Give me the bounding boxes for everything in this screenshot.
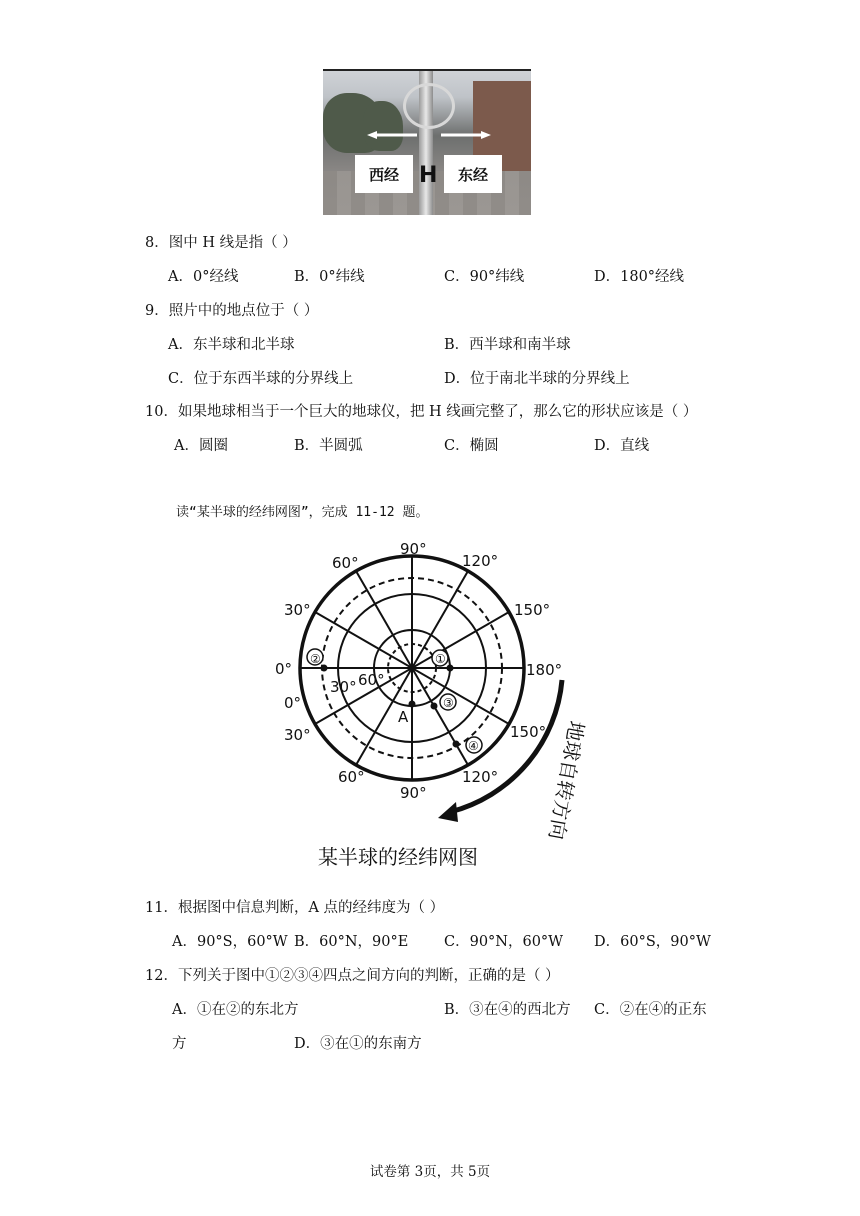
q11-option-a: A．90°S，60°W — [172, 934, 288, 950]
longitude-label-bottom-left: 60° — [338, 768, 365, 786]
q12-option-c: C．②在④的正东 — [594, 1002, 707, 1018]
longitude-label-lower-right: 150° — [510, 723, 547, 741]
rotation-arrowhead-icon — [438, 802, 458, 822]
point-4-label: ④ — [468, 739, 479, 753]
q12-option-c-wrap: 方 — [172, 1036, 187, 1052]
point-3-label: ③ — [443, 696, 454, 710]
point-a-label: A — [398, 708, 409, 726]
question-12-stem: 12．下列关于图中①②③④四点之间方向的判断，正确的是（ ） — [145, 968, 560, 984]
east-longitude-label: 东经 — [444, 155, 502, 193]
q9-option-c: C．位于东西半球的分界线上 — [168, 371, 354, 387]
point-a-dot — [409, 701, 416, 708]
q10-option-d: D．直线 — [594, 438, 650, 454]
photo-tree — [363, 101, 403, 151]
page-footer: 试卷第 3页，共 5页 — [369, 1164, 491, 1180]
longitude-label-upper-right: 150° — [514, 601, 551, 619]
q11-option-c: C．90°N，60°W — [444, 934, 564, 950]
q8-option-d: D．180°经线 — [594, 269, 685, 285]
photo-meridian-marker — [323, 69, 531, 215]
hemisphere-graticule-map — [270, 530, 610, 880]
q10-option-b: B．半圆弧 — [294, 438, 363, 454]
q9-option-a: A．东半球和北半球 — [168, 337, 295, 353]
longitude-label-top-right: 120° — [462, 552, 499, 570]
q9-option-d: D．位于南北半球的分界线上 — [444, 371, 630, 387]
q10-option-a: A．圆圈 — [174, 438, 228, 454]
q12-option-b: B．③在④的西北方 — [444, 1002, 571, 1018]
q9-option-b: B．西半球和南半球 — [444, 337, 571, 353]
longitude-label-right: 180° — [526, 661, 563, 679]
q12-option-a: A．①在②的东北方 — [172, 1002, 299, 1018]
longitude-label-bottom-right: 120° — [462, 768, 499, 786]
rotation-direction-label: 地球自转方向 — [544, 719, 589, 842]
map-title: 某半球的经纬网图 — [318, 845, 478, 869]
q8-option-b: B．0°纬线 — [294, 269, 365, 285]
question-9-stem: 9．照片中的地点位于（ ） — [145, 303, 319, 319]
q8-option-c: C．90°纬线 — [444, 269, 525, 285]
point-2-label: ② — [310, 652, 321, 666]
q11-option-b: B．60°N，90°E — [294, 934, 409, 950]
section-instruction: 读“某半球的经纬网图”，完成 11-12 题。 — [176, 505, 429, 520]
question-10-stem: 10．如果地球相当于一个巨大的地球仪，把 H 线画完整了，那么它的形状应该是（ ） — [145, 404, 698, 420]
point-1-dot — [447, 665, 454, 672]
photo-globe-ring — [403, 83, 455, 129]
longitude-label-left-upper: 0° — [275, 660, 293, 678]
point-3-dot — [431, 703, 438, 710]
east-arrow-icon — [441, 131, 491, 139]
longitude-label-left-lower: 0° — [284, 694, 302, 712]
longitude-label-lower-left: 30° — [284, 726, 311, 744]
longitude-label-top: 90° — [400, 540, 427, 558]
longitude-label-upper-left: 30° — [284, 601, 311, 619]
longitude-label-bottom: 90° — [400, 784, 427, 802]
longitude-label-top-left: 60° — [332, 554, 359, 572]
q11-option-d: D．60°S，90°W — [594, 934, 711, 950]
west-longitude-label: 西经 — [355, 155, 413, 193]
latitude-label-30: 30° — [330, 678, 357, 696]
q10-option-c: C．椭圆 — [444, 438, 499, 454]
point-2-dot — [321, 665, 328, 672]
h-line-label: H — [419, 163, 438, 188]
question-11-stem: 11．根据图中信息判断，A 点的经纬度为（ ） — [145, 900, 445, 916]
latitude-label-60: 60° — [358, 671, 385, 689]
q12-option-d: D．③在①的东南方 — [294, 1036, 422, 1052]
q8-option-a: A．0°经线 — [168, 269, 239, 285]
west-arrow-icon — [367, 131, 417, 139]
question-8-stem: 8．图中 H 线是指（ ） — [145, 235, 297, 251]
point-1-label: ① — [435, 652, 446, 666]
point-4-dot — [453, 741, 460, 748]
